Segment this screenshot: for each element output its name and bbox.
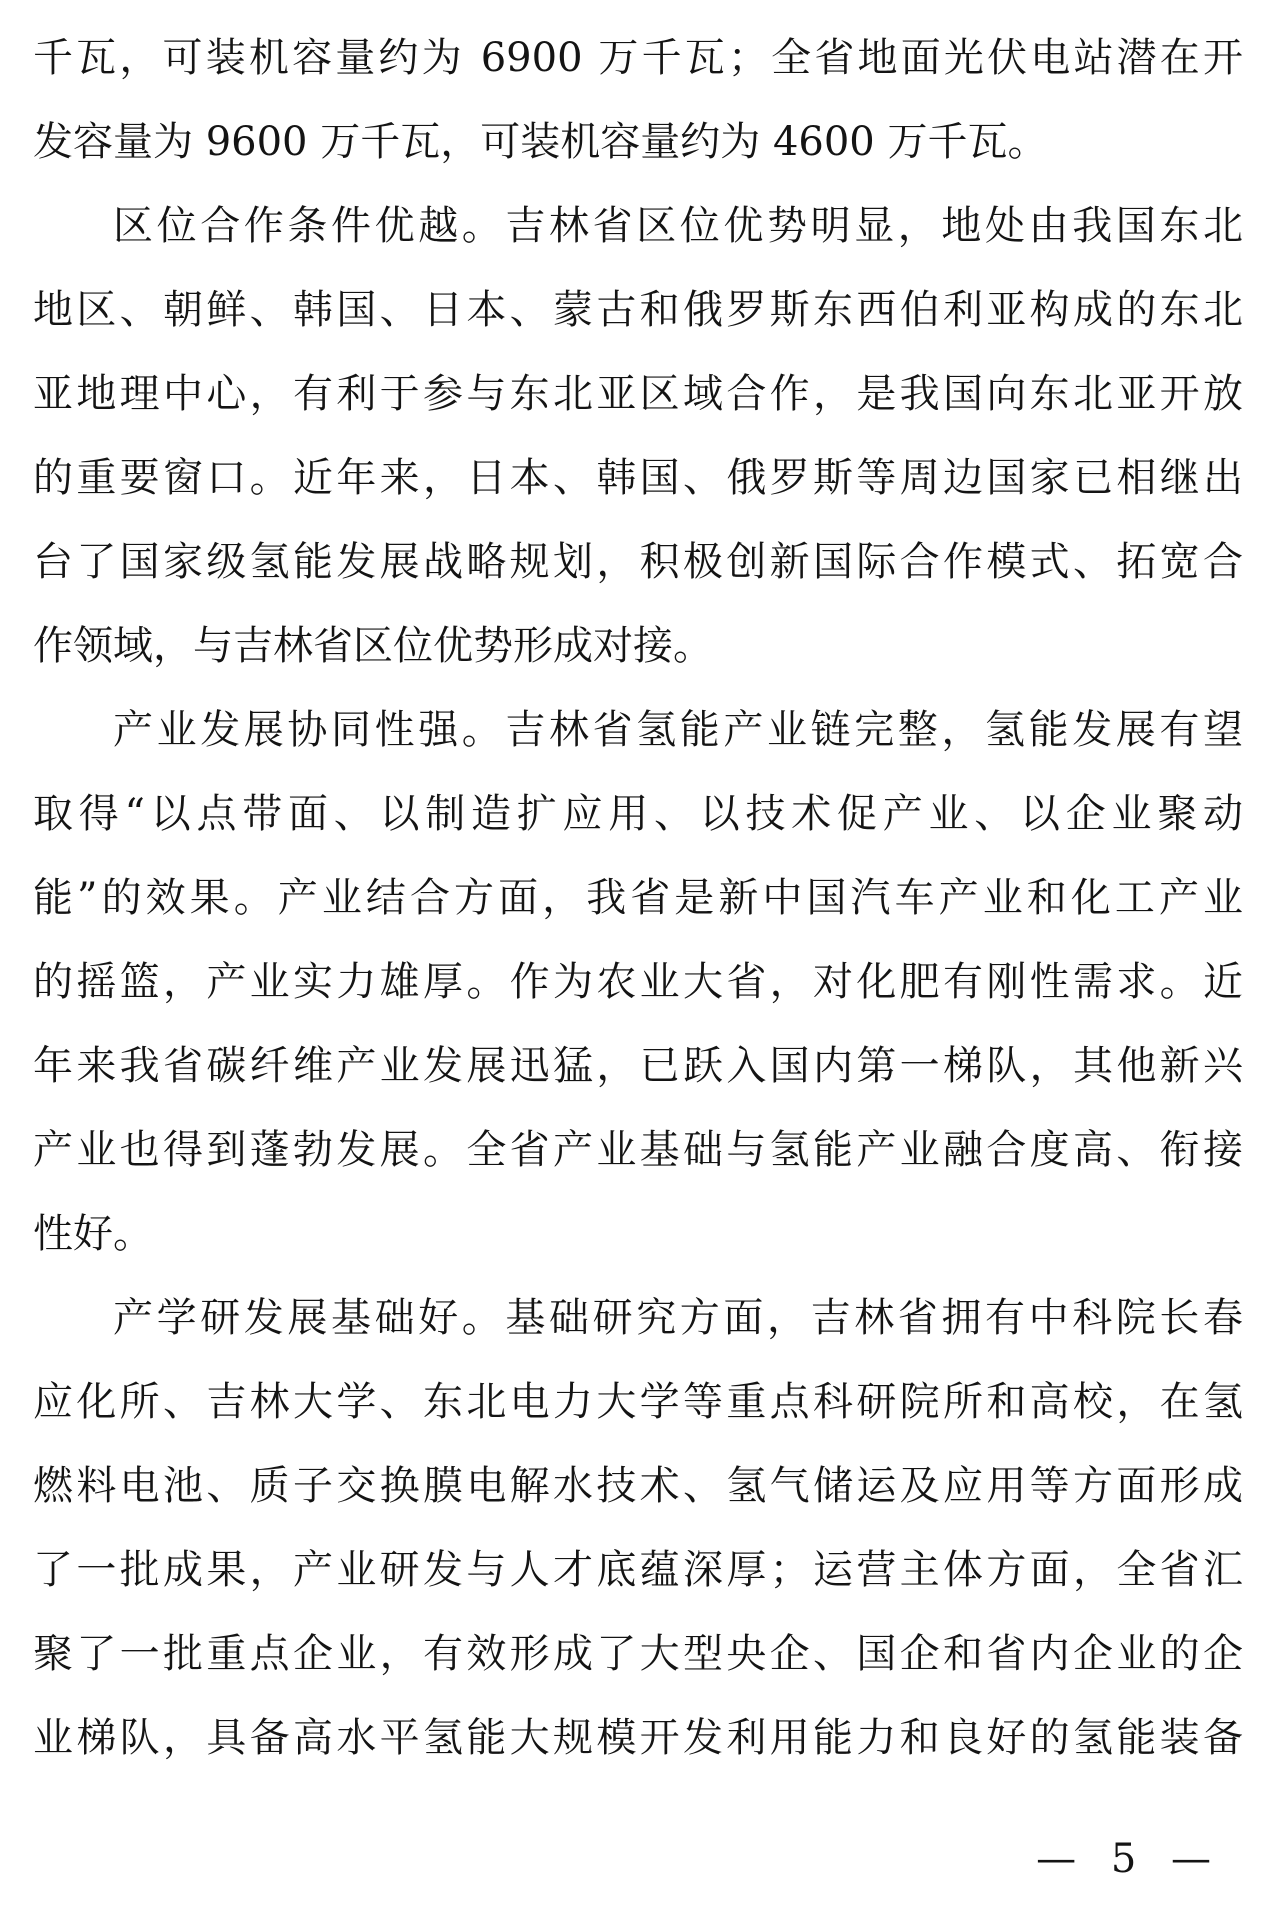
text-line: 年来我省碳纤维产业发展迅猛，已跃入国内第一梯队，其他新兴	[33, 1043, 1243, 1089]
text-line: 发容量为 9600 万千瓦，可装机容量约为 4600 万千瓦。	[33, 119, 1048, 165]
text-line: 产业也得到蓬勃发展。全省产业基础与氢能产业融合度高、衔接	[33, 1127, 1243, 1173]
paragraph	[33, 688, 1243, 1276]
text-line: 燃料电池、质子交换膜电解水技术、氢气储运及应用等方面形成	[33, 1463, 1243, 1509]
text-line: 区位合作条件优越。吉林省区位优势明显，地处由我国东北	[113, 203, 1243, 249]
text-line: 地区、朝鲜、韩国、日本、蒙古和俄罗斯东西伯利亚构成的东北	[33, 287, 1243, 333]
text-line: 能”的效果。产业结合方面，我省是新中国汽车产业和化工产业	[33, 875, 1243, 921]
paragraph	[33, 184, 1243, 688]
paragraph	[33, 16, 1243, 184]
text-line: 取得“以点带面、以制造扩应用、以技术促产业、以企业聚动	[33, 791, 1243, 837]
paragraph	[33, 1276, 1243, 1780]
text-line: 产业发展协同性强。吉林省氢能产业链完整，氢能发展有望	[113, 707, 1243, 753]
text-line: 产学研发展基础好。基础研究方面，吉林省拥有中科院长春	[113, 1295, 1243, 1341]
text-line: 聚了一批重点企业，有效形成了大型央企、国企和省内企业的企	[33, 1631, 1243, 1677]
text-line: 性好。	[33, 1211, 153, 1257]
text-line: 应化所、吉林大学、东北电力大学等重点科研院所和高校，在氢	[33, 1379, 1243, 1425]
text-line: 作领域，与吉林省区位优势形成对接。	[33, 623, 713, 669]
text-line: 亚地理中心，有利于参与东北亚区域合作，是我国向东北亚开放	[33, 371, 1243, 417]
text-line: 的重要窗口。近年来，日本、韩国、俄罗斯等周边国家已相继出	[33, 455, 1243, 501]
text-line: 了一批成果，产业研发与人才底蕴深厚；运营主体方面，全省汇	[33, 1547, 1243, 1593]
text-line: 业梯队，具备高水平氢能大规模开发利用能力和良好的氢能装备	[33, 1715, 1243, 1761]
text-line: 台了国家级氢能发展战略规划，积极创新国际合作模式、拓宽合	[33, 539, 1243, 585]
text-line: 千瓦，可装机容量约为 6900 万千瓦；全省地面光伏电站潜在开	[33, 35, 1243, 81]
document-body-text	[33, 16, 1243, 1780]
page-number: — 5 —	[1036, 1836, 1213, 1882]
text-line: 的摇篮，产业实力雄厚。作为农业大省，对化肥有刚性需求。近	[33, 959, 1243, 1005]
